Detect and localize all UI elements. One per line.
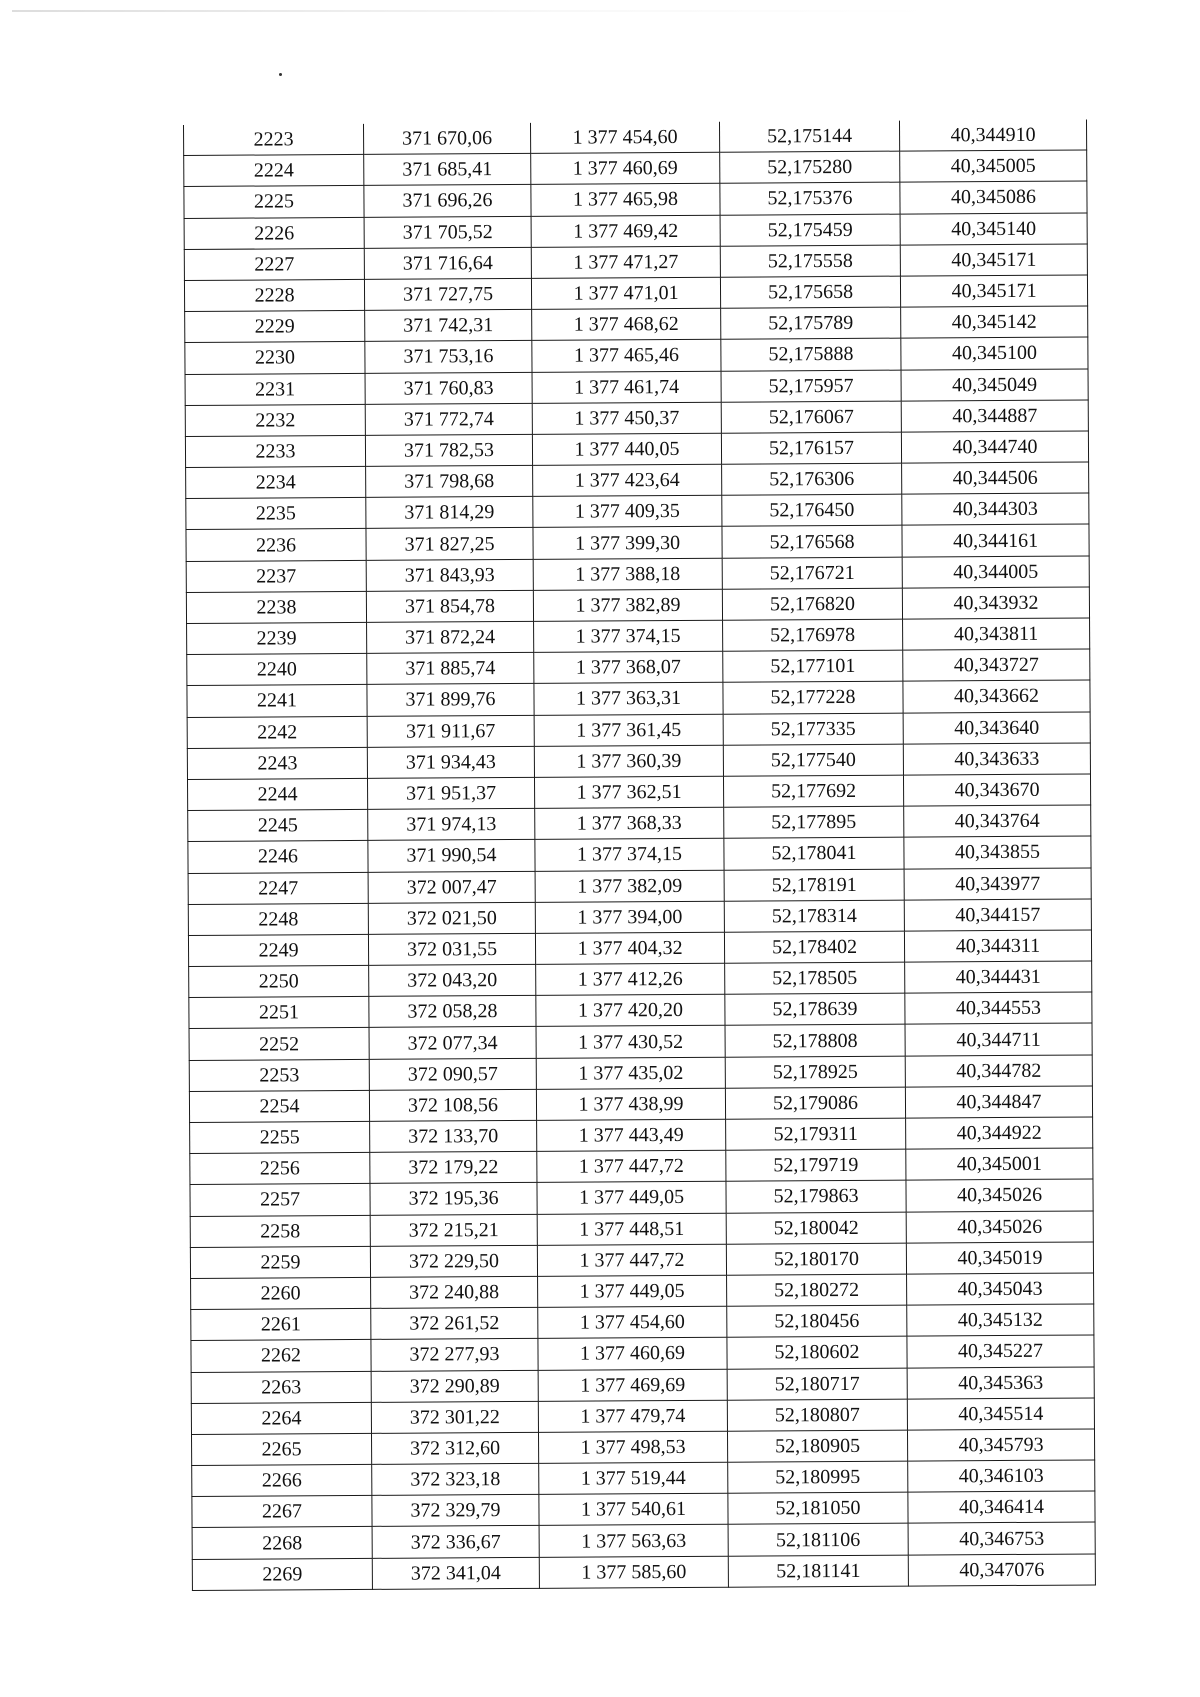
- point-number-cell: 2254: [189, 1090, 369, 1122]
- point-number-cell: 2258: [190, 1215, 370, 1247]
- x-coordinate-cell: 371 742,31: [365, 309, 532, 341]
- latitude-cell: 52,178041: [724, 837, 904, 869]
- latitude-cell: 52,178505: [725, 962, 905, 994]
- x-coordinate-cell: 372 179,22: [370, 1152, 537, 1184]
- y-coordinate-cell: 1 377 563,63: [539, 1525, 728, 1557]
- longitude-cell: 40,346753: [908, 1522, 1095, 1554]
- latitude-cell: 52,178402: [724, 931, 904, 963]
- point-number-cell: 2245: [188, 810, 368, 842]
- y-coordinate-cell: 1 377 399,30: [533, 527, 722, 559]
- longitude-cell: 40,344157: [904, 899, 1091, 931]
- point-number-cell: 2237: [186, 560, 366, 592]
- x-coordinate-cell: 371 696,26: [364, 185, 531, 217]
- latitude-cell: 52,177540: [723, 744, 903, 776]
- point-number-cell: 2234: [186, 466, 366, 498]
- point-number-cell: 2249: [188, 934, 368, 966]
- scan-speck: [279, 73, 282, 76]
- longitude-cell: 40,344311: [904, 930, 1091, 962]
- latitude-cell: 52,179311: [726, 1118, 906, 1150]
- x-coordinate-cell: 372 336,67: [372, 1526, 539, 1558]
- latitude-cell: 52,178925: [725, 1056, 905, 1088]
- point-number-cell: 2265: [191, 1433, 371, 1465]
- point-number-cell: 2238: [186, 591, 366, 623]
- x-coordinate-cell: 371 854,78: [366, 590, 533, 622]
- latitude-cell: 52,175957: [721, 370, 901, 402]
- longitude-cell: 40,345227: [907, 1335, 1094, 1367]
- point-number-cell: 2246: [188, 841, 368, 873]
- y-coordinate-cell: 1 377 454,60: [530, 122, 719, 154]
- point-number-cell: 2227: [184, 248, 364, 280]
- longitude-cell: 40,345019: [906, 1242, 1093, 1274]
- latitude-cell: 52,180905: [727, 1430, 907, 1462]
- x-coordinate-cell: 372 229,50: [370, 1245, 537, 1277]
- longitude-cell: 40,345363: [907, 1366, 1094, 1398]
- x-coordinate-cell: 371 772,74: [365, 403, 532, 435]
- latitude-cell: 52,177895: [724, 806, 904, 838]
- longitude-cell: 40,344161: [902, 524, 1089, 556]
- point-number-cell: 2230: [185, 342, 365, 374]
- point-number-cell: 2255: [190, 1121, 370, 1153]
- x-coordinate-cell: 372 329,79: [372, 1495, 539, 1527]
- y-coordinate-cell: 1 377 374,15: [534, 620, 723, 652]
- y-coordinate-cell: 1 377 449,05: [537, 1182, 726, 1214]
- longitude-cell: 40,345049: [901, 368, 1088, 400]
- point-number-cell: 2232: [185, 404, 365, 436]
- latitude-cell: 52,178639: [725, 993, 905, 1025]
- point-number-cell: 2250: [189, 965, 369, 997]
- point-number-cell: 2259: [190, 1246, 370, 1278]
- y-coordinate-cell: 1 377 361,45: [534, 714, 723, 746]
- latitude-cell: 52,175888: [721, 338, 901, 370]
- y-coordinate-cell: 1 377 447,72: [537, 1244, 726, 1276]
- x-coordinate-cell: 372 007,47: [368, 871, 535, 903]
- coordinates-table-container: [183, 119, 1095, 1590]
- longitude-cell: 40,344740: [901, 431, 1088, 463]
- y-coordinate-cell: 1 377 423,64: [533, 464, 722, 496]
- point-number-cell: 2251: [189, 997, 369, 1029]
- x-coordinate-cell: 372 312,60: [371, 1432, 538, 1464]
- y-coordinate-cell: 1 377 585,60: [539, 1556, 728, 1588]
- point-number-cell: 2269: [192, 1558, 372, 1590]
- x-coordinate-cell: 372 215,21: [370, 1214, 537, 1246]
- x-coordinate-cell: 371 934,43: [367, 746, 534, 778]
- x-coordinate-cell: 372 261,52: [371, 1307, 538, 1339]
- latitude-cell: 52,175658: [720, 276, 900, 308]
- point-number-cell: 2267: [192, 1496, 372, 1528]
- x-coordinate-cell: 372 195,36: [370, 1183, 537, 1215]
- y-coordinate-cell: 1 377 460,69: [538, 1338, 727, 1370]
- latitude-cell: 52,175789: [721, 307, 901, 339]
- longitude-cell: 40,343727: [903, 649, 1090, 681]
- y-coordinate-cell: 1 377 438,99: [536, 1088, 725, 1120]
- coordinates-table: [183, 119, 1096, 1590]
- y-coordinate-cell: 1 377 469,69: [538, 1369, 727, 1401]
- x-coordinate-cell: 372 277,93: [371, 1339, 538, 1371]
- longitude-cell: 40,344847: [905, 1086, 1092, 1118]
- y-coordinate-cell: 1 377 409,35: [533, 495, 722, 527]
- longitude-cell: 40,345793: [907, 1429, 1094, 1461]
- point-number-cell: 2243: [187, 747, 367, 779]
- longitude-cell: 40,343764: [904, 805, 1091, 837]
- longitude-cell: 40,345171: [900, 244, 1087, 276]
- point-number-cell: 2239: [187, 622, 367, 654]
- latitude-cell: 52,177101: [723, 650, 903, 682]
- y-coordinate-cell: 1 377 468,62: [532, 308, 721, 340]
- longitude-cell: 40,345026: [906, 1179, 1093, 1211]
- y-coordinate-cell: 1 377 404,32: [535, 932, 724, 964]
- x-coordinate-cell: 372 058,28: [369, 996, 536, 1028]
- longitude-cell: 40,344922: [906, 1117, 1093, 1149]
- x-coordinate-cell: 372 133,70: [370, 1120, 537, 1152]
- scan-edge-artifact: [12, 10, 932, 12]
- y-coordinate-cell: 1 377 420,20: [536, 994, 725, 1026]
- x-coordinate-cell: 371 760,83: [365, 372, 532, 404]
- point-number-cell: 2241: [187, 685, 367, 717]
- latitude-cell: 52,175280: [720, 151, 900, 183]
- longitude-cell: 40,344506: [902, 462, 1089, 494]
- point-number-cell: 2248: [188, 903, 368, 935]
- y-coordinate-cell: 1 377 471,27: [531, 246, 720, 278]
- point-number-cell: 2262: [191, 1340, 371, 1372]
- longitude-cell: 40,345514: [907, 1398, 1094, 1430]
- x-coordinate-cell: 372 077,34: [369, 1027, 536, 1059]
- latitude-cell: 52,179086: [725, 1087, 905, 1119]
- y-coordinate-cell: 1 377 435,02: [536, 1057, 725, 1089]
- point-number-cell: 2236: [186, 529, 366, 561]
- point-number-cell: 2261: [191, 1309, 371, 1341]
- latitude-cell: 52,176978: [723, 619, 903, 651]
- y-coordinate-cell: 1 377 394,00: [535, 901, 724, 933]
- latitude-cell: 52,179863: [726, 1180, 906, 1212]
- latitude-cell: 52,180456: [727, 1305, 907, 1337]
- longitude-cell: 40,345140: [900, 213, 1087, 245]
- point-number-cell: 2263: [191, 1371, 371, 1403]
- point-number-cell: 2242: [187, 716, 367, 748]
- point-number-cell: 2266: [192, 1464, 372, 1496]
- longitude-cell: 40,343670: [903, 774, 1090, 806]
- longitude-cell: 40,344005: [902, 556, 1089, 588]
- x-coordinate-cell: 372 021,50: [368, 902, 535, 934]
- y-coordinate-cell: 1 377 465,46: [532, 340, 721, 372]
- longitude-cell: 40,346103: [908, 1460, 1095, 1492]
- x-coordinate-cell: 371 899,76: [367, 684, 534, 716]
- longitude-cell: 40,343811: [903, 618, 1090, 650]
- table-row: [192, 1554, 1095, 1591]
- y-coordinate-cell: 1 377 461,74: [532, 371, 721, 403]
- point-number-cell: 2228: [184, 279, 364, 311]
- longitude-cell: 40,343977: [904, 867, 1091, 899]
- point-number-cell: 2226: [184, 217, 364, 249]
- y-coordinate-cell: 1 377 388,18: [533, 558, 722, 590]
- y-coordinate-cell: 1 377 519,44: [539, 1462, 728, 1494]
- x-coordinate-cell: 372 240,88: [371, 1276, 538, 1308]
- point-number-cell: 2244: [187, 778, 367, 810]
- y-coordinate-cell: 1 377 449,05: [538, 1275, 727, 1307]
- point-number-cell: 2260: [191, 1277, 371, 1309]
- longitude-cell: 40,346414: [908, 1491, 1095, 1523]
- x-coordinate-cell: 372 090,57: [369, 1058, 536, 1090]
- longitude-cell: 40,343633: [903, 743, 1090, 775]
- latitude-cell: 52,181106: [728, 1524, 908, 1556]
- x-coordinate-cell: 371 753,16: [365, 341, 532, 373]
- latitude-cell: 52,176820: [722, 588, 902, 620]
- point-number-cell: 2229: [185, 311, 365, 343]
- y-coordinate-cell: 1 377 454,60: [538, 1306, 727, 1338]
- latitude-cell: 52,180717: [727, 1368, 907, 1400]
- y-coordinate-cell: 1 377 430,52: [536, 1026, 725, 1058]
- latitude-cell: 52,178191: [724, 869, 904, 901]
- x-coordinate-cell: 371 990,54: [368, 840, 535, 872]
- latitude-cell: 52,176721: [722, 557, 902, 589]
- y-coordinate-cell: 1 377 465,98: [531, 184, 720, 216]
- latitude-cell: 52,180042: [726, 1212, 906, 1244]
- y-coordinate-cell: 1 377 382,89: [533, 589, 722, 621]
- longitude-cell: 40,344553: [905, 992, 1092, 1024]
- y-coordinate-cell: 1 377 360,39: [534, 745, 723, 777]
- point-number-cell: 2225: [184, 186, 364, 218]
- x-coordinate-cell: 371 685,41: [364, 154, 531, 186]
- longitude-cell: 40,345171: [900, 275, 1087, 307]
- x-coordinate-cell: 371 670,06: [363, 123, 530, 155]
- y-coordinate-cell: 1 377 368,07: [534, 651, 723, 683]
- longitude-cell: 40,343662: [903, 680, 1090, 712]
- latitude-cell: 52,180602: [727, 1336, 907, 1368]
- longitude-cell: 40,343932: [902, 587, 1089, 619]
- point-number-cell: 2257: [190, 1184, 370, 1216]
- y-coordinate-cell: 1 377 382,09: [535, 870, 724, 902]
- latitude-cell: 52,176450: [722, 494, 902, 526]
- point-number-cell: 2253: [189, 1059, 369, 1091]
- latitude-cell: 52,176306: [722, 463, 902, 495]
- x-coordinate-cell: 371 727,75: [364, 278, 531, 310]
- longitude-cell: 40,344303: [902, 493, 1089, 525]
- point-number-cell: 2252: [189, 1028, 369, 1060]
- y-coordinate-cell: 1 377 443,49: [537, 1119, 726, 1151]
- y-coordinate-cell: 1 377 540,61: [539, 1493, 728, 1525]
- y-coordinate-cell: 1 377 460,69: [531, 152, 720, 184]
- longitude-cell: 40,344711: [905, 1023, 1092, 1055]
- y-coordinate-cell: 1 377 498,53: [538, 1431, 727, 1463]
- x-coordinate-cell: 371 885,74: [367, 653, 534, 685]
- latitude-cell: 52,176067: [721, 401, 901, 433]
- latitude-cell: 52,176157: [721, 432, 901, 464]
- longitude-cell: 40,343855: [904, 836, 1091, 868]
- x-coordinate-cell: 372 323,18: [372, 1463, 539, 1495]
- point-number-cell: 2256: [190, 1153, 370, 1185]
- x-coordinate-cell: 371 872,24: [367, 621, 534, 653]
- x-coordinate-cell: 372 043,20: [369, 964, 536, 996]
- latitude-cell: 52,175558: [720, 245, 900, 277]
- x-coordinate-cell: 371 716,64: [364, 247, 531, 279]
- longitude-cell: 40,345026: [906, 1211, 1093, 1243]
- x-coordinate-cell: 371 827,25: [366, 528, 533, 560]
- latitude-cell: 52,177335: [723, 713, 903, 745]
- y-coordinate-cell: 1 377 448,51: [537, 1213, 726, 1245]
- longitude-cell: 40,345132: [907, 1304, 1094, 1336]
- x-coordinate-cell: 371 843,93: [366, 559, 533, 591]
- point-number-cell: 2240: [187, 654, 367, 686]
- longitude-cell: 40,344887: [901, 400, 1088, 432]
- latitude-cell: 52,180170: [726, 1243, 906, 1275]
- point-number-cell: 2233: [185, 435, 365, 467]
- x-coordinate-cell: 371 974,13: [368, 808, 535, 840]
- y-coordinate-cell: 1 377 479,74: [538, 1400, 727, 1432]
- y-coordinate-cell: 1 377 374,15: [535, 839, 724, 871]
- y-coordinate-cell: 1 377 412,26: [536, 963, 725, 995]
- latitude-cell: 52,177692: [723, 775, 903, 807]
- latitude-cell: 52,178808: [725, 1025, 905, 1057]
- latitude-cell: 52,177228: [723, 681, 903, 713]
- x-coordinate-cell: 372 031,55: [368, 933, 535, 965]
- longitude-cell: 40,345100: [901, 337, 1088, 369]
- x-coordinate-cell: 372 341,04: [372, 1557, 539, 1589]
- longitude-cell: 40,344431: [905, 961, 1092, 993]
- point-number-cell: 2264: [191, 1402, 371, 1434]
- latitude-cell: 52,175144: [719, 121, 899, 153]
- y-coordinate-cell: 1 377 469,42: [531, 215, 720, 247]
- y-coordinate-cell: 1 377 450,37: [532, 402, 721, 434]
- longitude-cell: 40,345142: [901, 306, 1088, 338]
- latitude-cell: 52,175459: [720, 214, 900, 246]
- y-coordinate-cell: 1 377 363,31: [534, 683, 723, 715]
- latitude-cell: 52,175376: [720, 182, 900, 214]
- point-number-cell: 2247: [188, 872, 368, 904]
- point-number-cell: 2224: [184, 155, 364, 187]
- x-coordinate-cell: 371 798,68: [366, 465, 533, 497]
- y-coordinate-cell: 1 377 440,05: [532, 433, 721, 465]
- y-coordinate-cell: 1 377 368,33: [535, 807, 724, 839]
- longitude-cell: 40,344782: [905, 1055, 1092, 1087]
- x-coordinate-cell: 372 108,56: [369, 1089, 536, 1121]
- longitude-cell: 40,345086: [900, 181, 1087, 213]
- point-number-cell: 2223: [183, 124, 363, 156]
- point-number-cell: 2235: [186, 498, 366, 530]
- coordinates-table-body: [183, 119, 1095, 1590]
- y-coordinate-cell: 1 377 447,72: [537, 1150, 726, 1182]
- latitude-cell: 52,181050: [728, 1492, 908, 1524]
- x-coordinate-cell: 371 814,29: [366, 497, 533, 529]
- longitude-cell: 40,344910: [899, 119, 1086, 151]
- point-number-cell: 2231: [185, 373, 365, 405]
- longitude-cell: 40,347076: [908, 1554, 1095, 1586]
- latitude-cell: 52,180807: [727, 1399, 907, 1431]
- x-coordinate-cell: 371 782,53: [365, 434, 532, 466]
- y-coordinate-cell: 1 377 362,51: [534, 776, 723, 808]
- latitude-cell: 52,179719: [726, 1149, 906, 1181]
- x-coordinate-cell: 371 911,67: [367, 715, 534, 747]
- longitude-cell: 40,345043: [907, 1273, 1094, 1305]
- latitude-cell: 52,178314: [724, 900, 904, 932]
- latitude-cell: 52,180995: [728, 1461, 908, 1493]
- longitude-cell: 40,345005: [900, 150, 1087, 182]
- x-coordinate-cell: 372 290,89: [371, 1370, 538, 1402]
- y-coordinate-cell: 1 377 471,01: [531, 277, 720, 309]
- point-number-cell: 2268: [192, 1527, 372, 1559]
- x-coordinate-cell: 371 705,52: [364, 216, 531, 248]
- x-coordinate-cell: 372 301,22: [371, 1401, 538, 1433]
- longitude-cell: 40,343640: [903, 712, 1090, 744]
- x-coordinate-cell: 371 951,37: [367, 777, 534, 809]
- latitude-cell: 52,181141: [728, 1555, 908, 1587]
- longitude-cell: 40,345001: [906, 1148, 1093, 1180]
- latitude-cell: 52,180272: [727, 1274, 907, 1306]
- latitude-cell: 52,176568: [722, 526, 902, 558]
